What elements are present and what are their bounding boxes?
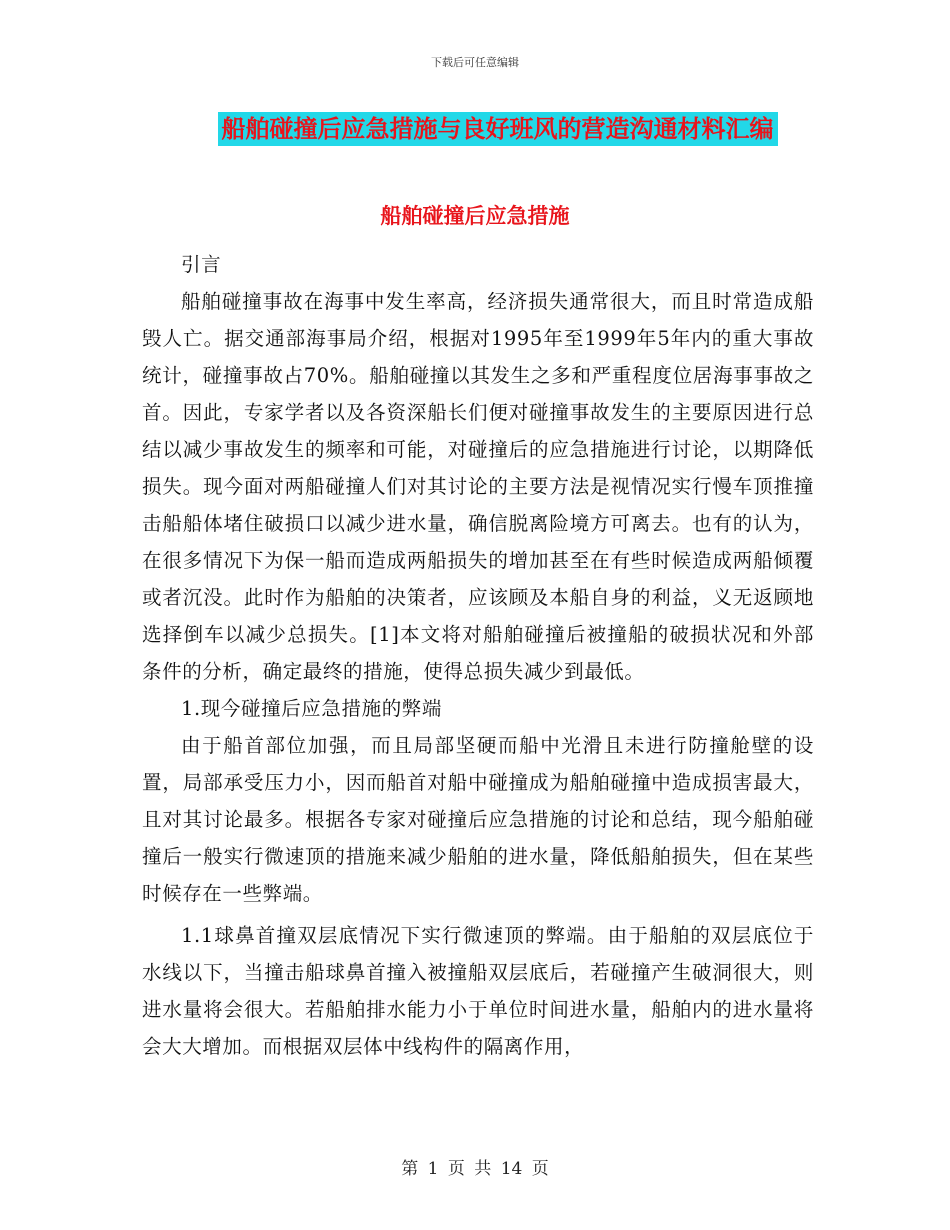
paragraph-intro-heading: 引言 bbox=[181, 253, 222, 276]
paragraph-intro: 船舶碰撞事故在海事中发生率高，经济损失通常很大，而且时常造成船毁人亡。据交通部海事局介绍，根据对1995年至1999年5年内的重大事故统计，碰撞事故占70%。船舶碰撞以其发生之多和严重程度位居海事事故之首。因此，专家学者以及各资深船长们便对碰撞事故发生的主要原因进行总结以减少事故发生的频率和可能，对碰撞后的应急措施进行讨论，以期降低损失。现今面对两船碰撞人们对其讨论的主要方法是视情况实行慢车顶推撞击船船体堵住破损口以减少进水量，确信脱离险境方可离去。也有的认为，在很多情况下为保一船而造成两船损失的增加甚至在有些时候造成两船倾覆或者沉没。此时作为船舶的决策者，应该顾及本船自身的利益，义无返顾地选择倒车以减少总损失。[1]本文将对船舶碰撞后被撞船的破损状况和外部条件的分析，确定最终的措施，使得总损失减少到最低。 bbox=[142, 290, 814, 683]
paragraph-section-1: 由于船首部位加强，而且局部坚硬而船中光滑且未进行防撞舱壁的设置，局部承受压力小，因而船首对船中碰撞成为船舶碰撞中造成损害最大，且对其讨论最多。根据各专家对碰撞后应急措施的讨论和总结，现今船舶碰撞后一般实行微速顶的措施来减少船舶的进水量，降低船舶损失，但在某些时候存在一些弊端。 bbox=[142, 734, 814, 905]
main-title: 船舶碰撞后应急措施与良好班风的营造沟通材料汇编 bbox=[218, 112, 778, 146]
page-footer: 第 1 页 共 14 页 bbox=[401, 1159, 549, 1179]
section-title: 船舶碰撞后应急措施 bbox=[380, 203, 570, 228]
paragraph-section-1-1: 1.1球鼻首撞双层底情况下实行微速顶的弊端。由于船舶的双层底位于水线以下，当撞击船球鼻首撞入被撞船双层底后，若碰撞产生破洞很大，则进水量将会很大。若船舶排水能力小于单位时间进水量，船舶内的进水量将会大大增加。而根据双层体中线构件的隔离作用， bbox=[142, 924, 814, 1058]
body-text bbox=[142, 246, 814, 1065]
header-note: 下载后可任意编辑 bbox=[431, 56, 519, 69]
paragraph-section-1-heading: 1.现今碰撞后应急措施的弊端 bbox=[181, 697, 443, 720]
main-title-wrap bbox=[0, 112, 950, 146]
